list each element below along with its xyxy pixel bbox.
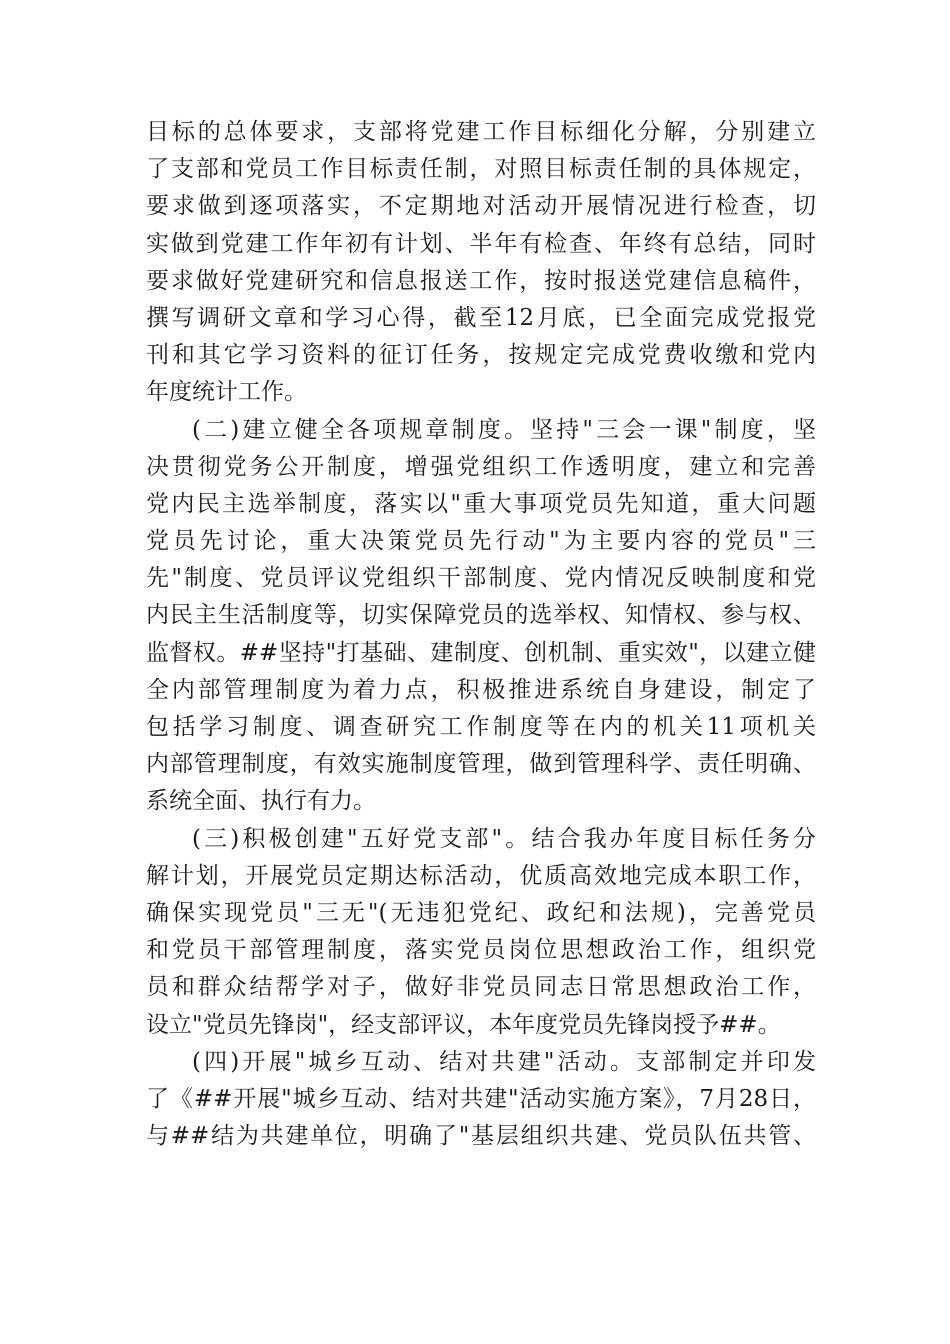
text-line: 了支部和党员工作目标责任制，对照目标责任制的具体规定，	[146, 156, 816, 183]
text-line: 刊和其它学习资料的征订任务，按规定完成党费收缴和党内	[146, 342, 816, 369]
text-line: 先"制度、党员评议党组织干部制度、党内情况反映制度和党	[146, 565, 816, 592]
text-line: 内部管理制度，有效实施制度管理，做到管理科学、责任明确、	[146, 751, 816, 778]
text-line: 党内民主选举制度，落实以"重大事项党员先知道，重大问题	[146, 490, 816, 517]
text-line: 党员先讨论，重大决策党员先行动"为主要内容的党员"三	[146, 528, 816, 555]
text-line: 和党员干部管理制度，落实党员岗位思想政治工作，组织党	[146, 937, 816, 964]
text-line: 要求做好党建研究和信息报送工作，按时报送党建信息稿件，	[146, 267, 816, 294]
text-line: 决贯彻党务公开制度，增强党组织工作透明度，建立和完善	[146, 453, 816, 480]
text-line: 年度统计工作。	[146, 379, 307, 406]
text-line: (二)建立健全各项规章制度。坚持"三会一课"制度，坚	[192, 416, 816, 443]
document-body	[146, 114, 816, 1155]
text-line: 内民主生活制度等，切实保障党员的选举权、知情权、参与权、	[146, 602, 816, 629]
text-line: 了《##开展"城乡互动、结对共建"活动实施方案》，7月28日，	[146, 1085, 816, 1112]
text-line: 监督权。##坚持"打基础、建制度、创机制、重实效"，以建立健	[146, 639, 816, 666]
text-line: (三)积极创建"五好党支部"。结合我办年度目标任务分	[192, 825, 816, 852]
text-line: 员和群众结帮学对子，做好非党员同志日常思想政治工作，	[146, 974, 816, 1001]
text-line: 目标的总体要求，支部将党建工作目标细化分解，分别建立	[146, 119, 816, 145]
text-line: 设立"党员先锋岗"，经支部评议，本年度党员先锋岗授予##。	[146, 1011, 781, 1038]
text-line: 撰写调研文章和学习心得，截至12月底，已全面完成党报党	[146, 304, 816, 331]
text-line: 要求做到逐项落实，不定期地对活动开展情况进行检查，切	[146, 193, 816, 220]
text-line: 解计划，开展党员定期达标活动，优质高效地完成本职工作，	[146, 862, 816, 889]
text-line: 实做到党建工作年初有计划、半年有检查、年终有总结，同时	[146, 230, 816, 257]
text-line: 包括学习制度、调查研究工作制度等在内的机关11项机关	[146, 714, 816, 740]
text-line: 全内部管理制度为着力点，积极推进系统自身建设，制定了	[146, 676, 816, 703]
text-line: 与##结为共建单位，明确了"基层组织共建、党员队伍共管、	[146, 1123, 816, 1150]
text-line: 系统全面、执行有力。	[146, 788, 376, 815]
text-line: 确保实现党员"三无"(无违犯党纪、政纪和法规)，完善党员	[146, 899, 816, 926]
text-line: (四)开展"城乡互动、结对共建"活动。支部制定并印发	[192, 1048, 816, 1075]
